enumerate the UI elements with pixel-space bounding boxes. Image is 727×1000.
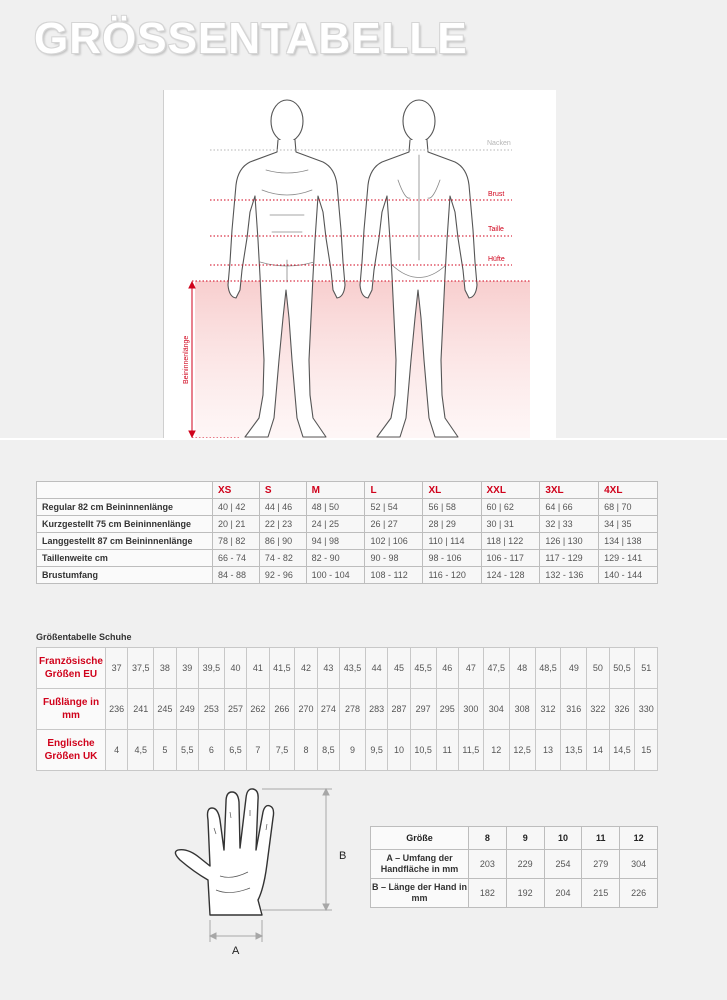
size-cell: 32 | 33 [540,516,599,533]
shoe-cell: 39 [176,648,198,689]
shoe-cell: 249 [176,689,198,730]
shoe-cell: 312 [535,689,561,730]
shoe-row-label: Fußlänge in mm [37,689,106,730]
size-cell: 24 | 25 [306,516,365,533]
shoe-cell: 48 [509,648,535,689]
shoe-cell: 266 [269,689,295,730]
size-cell: 56 | 58 [423,499,481,516]
dimension-b-label: B [339,850,347,862]
size-cell: 106 - 117 [481,550,540,567]
size-col-xl: XL [423,482,481,499]
shoe-cell: 330 [635,689,658,730]
shoe-cell: 262 [247,689,269,730]
size-col-xs: XS [213,482,260,499]
glove-cell: 182 [469,879,507,908]
shoe-cell: 283 [365,689,387,730]
shoe-cell: 40 [224,648,246,689]
shoe-cell: 47 [458,648,483,689]
size-row [37,533,658,550]
size-cell: 78 | 82 [213,533,260,550]
shoe-row [37,730,658,771]
shoe-cell: 48,5 [535,648,561,689]
size-cell: 30 | 31 [481,516,540,533]
shoe-cell: 10 [388,730,410,771]
size-row-label: Langgestellt 87 cm Beininnenlänge [37,533,213,550]
shoe-cell: 43 [317,648,339,689]
brust-label: Brust [488,191,505,198]
glove-size-table [370,826,658,908]
glove-cell: 229 [506,850,544,879]
size-row [37,516,658,533]
size-cell: 134 | 138 [599,533,658,550]
shoe-cell: 11 [436,730,458,771]
glove-row-label: A – Umfang der Handfläche in mm [371,850,469,879]
size-cell: 40 | 42 [213,499,260,516]
size-row [37,550,658,567]
page-title: GRÖSSENTABELLE [34,14,468,63]
size-row-label: Taillenweite cm [37,550,213,567]
shoe-cell: 316 [561,689,587,730]
shoe-cell: 50,5 [609,648,635,689]
size-cell: 60 | 62 [481,499,540,516]
shoe-cell: 38 [154,648,176,689]
shoe-cell: 39,5 [198,648,224,689]
glove-size-col: 10 [544,827,582,850]
nacken-label: Nacken [487,140,511,147]
size-cell: 84 - 88 [213,567,260,584]
size-header-row [37,482,658,499]
divider [0,438,727,440]
body-diagram [0,0,727,440]
shoe-cell: 14 [587,730,609,771]
size-cell: 129 - 141 [599,550,658,567]
shoe-cell: 322 [587,689,609,730]
shoe-cell: 253 [198,689,224,730]
size-cell: 102 | 106 [365,533,423,550]
shoe-cell: 241 [128,689,154,730]
shoe-cell: 295 [436,689,458,730]
dimension-a-label: A [232,945,240,957]
shoe-cell: 50 [587,648,609,689]
size-cell: 26 | 27 [365,516,423,533]
shoe-cell: 37,5 [128,648,154,689]
shoe-cell: 9,5 [365,730,387,771]
size-row [37,567,658,584]
shoe-cell: 12,5 [509,730,535,771]
shoe-cell: 45 [388,648,410,689]
shoe-row [37,648,658,689]
shoe-cell: 7,5 [269,730,295,771]
size-cell: 52 | 54 [365,499,423,516]
shoe-cell: 47,5 [483,648,509,689]
taille-label: Taille [488,226,504,233]
shoe-cell: 4 [106,730,128,771]
size-cell: 74 - 82 [259,550,306,567]
shoe-cell: 308 [509,689,535,730]
size-cell: 108 - 112 [365,567,423,584]
shoe-cell: 13 [535,730,561,771]
glove-size-col: 12 [620,827,658,850]
shoe-cell: 257 [224,689,246,730]
size-cell: 110 | 114 [423,533,481,550]
shoe-cell: 42 [295,648,317,689]
glove-cell: 279 [582,850,620,879]
shoe-cell: 7 [247,730,269,771]
size-col-xxl: XXL [481,482,540,499]
shoe-cell: 13,5 [561,730,587,771]
shoe-cell: 326 [609,689,635,730]
leg-shading [195,281,530,438]
shoe-cell: 37 [106,648,128,689]
glove-row-label: B – Länge der Hand in mm [371,879,469,908]
shoe-cell: 300 [458,689,483,730]
size-cell: 100 - 104 [306,567,365,584]
shoe-cell: 44 [365,648,387,689]
size-cell: 28 | 29 [423,516,481,533]
hand-diagram [170,780,370,960]
shoe-cell: 274 [317,689,339,730]
shoe-cell: 10,5 [410,730,436,771]
size-cell: 68 | 70 [599,499,658,516]
size-cell: 126 | 130 [540,533,599,550]
size-col-l: L [365,482,423,499]
shoe-cell: 6 [198,730,224,771]
shoe-table-title: Größentabelle Schuhe [36,632,132,642]
shoe-cell: 15 [635,730,658,771]
size-row [37,499,658,516]
glove-cell: 304 [620,850,658,879]
glove-cell: 204 [544,879,582,908]
shoe-cell: 5,5 [176,730,198,771]
shoe-cell: 11,5 [458,730,483,771]
size-col-s: S [259,482,306,499]
header-corner [37,482,213,499]
shoe-cell: 43,5 [340,648,366,689]
shoe-row [37,689,658,730]
shoe-cell: 9 [340,730,366,771]
shoe-cell: 287 [388,689,410,730]
size-col-3xl: 3XL [540,482,599,499]
glove-size-col: 8 [469,827,507,850]
size-cell: 132 - 136 [540,567,599,584]
glove-cell: 203 [469,850,507,879]
shoe-cell: 49 [561,648,587,689]
shoe-cell: 12 [483,730,509,771]
glove-cell: 226 [620,879,658,908]
shoe-cell: 46 [436,648,458,689]
size-row-label: Brustumfang [37,567,213,584]
size-cell: 117 - 129 [540,550,599,567]
size-cell: 22 | 23 [259,516,306,533]
shoe-cell: 304 [483,689,509,730]
shoe-cell: 245 [154,689,176,730]
shoe-cell: 8,5 [317,730,339,771]
size-cell: 124 - 128 [481,567,540,584]
shoe-cell: 41 [247,648,269,689]
glove-size-col: 11 [582,827,620,850]
shoe-cell: 8 [295,730,317,771]
shoe-cell: 236 [106,689,128,730]
glove-row [371,850,658,879]
size-cell: 116 - 120 [423,567,481,584]
shoe-cell: 297 [410,689,436,730]
size-cell: 118 | 122 [481,533,540,550]
size-cell: 82 - 90 [306,550,365,567]
shoe-cell: 270 [295,689,317,730]
size-col-m: M [306,482,365,499]
shoe-cell: 41,5 [269,648,295,689]
glove-row [371,879,658,908]
size-cell: 34 | 35 [599,516,658,533]
glove-size-col: 9 [506,827,544,850]
size-cell: 86 | 90 [259,533,306,550]
size-cell: 44 | 46 [259,499,306,516]
shoe-row-label: Französische Größen EU [37,648,106,689]
beininnenlaenge-label: Beininnenlänge [183,335,190,384]
hand-outline [175,789,273,915]
glove-cell: 215 [582,879,620,908]
size-cell: 94 | 98 [306,533,365,550]
glove-header-label: Größe [371,827,469,850]
shoe-cell: 278 [340,689,366,730]
size-cell: 66 - 74 [213,550,260,567]
dimension-a [210,920,262,942]
size-cell: 92 - 96 [259,567,306,584]
size-row-label: Kurzgestellt 75 cm Beininnenlänge [37,516,213,533]
shoe-row-label: Englische Größen UK [37,730,106,771]
glove-cell: 254 [544,850,582,879]
size-cell: 140 - 144 [599,567,658,584]
shoe-cell: 6,5 [224,730,246,771]
huefte-label: Hüfte [488,256,505,263]
size-cell: 64 | 66 [540,499,599,516]
shoe-cell: 51 [635,648,658,689]
shoe-size-table [36,647,658,771]
size-col-4xl: 4XL [599,482,658,499]
size-cell: 98 - 106 [423,550,481,567]
size-cell: 48 | 50 [306,499,365,516]
glove-header-row [371,827,658,850]
size-cell: 20 | 21 [213,516,260,533]
glove-cell: 192 [506,879,544,908]
shoe-cell: 5 [154,730,176,771]
shoe-cell: 4,5 [128,730,154,771]
clothing-size-table [36,481,658,584]
shoe-cell: 45,5 [410,648,436,689]
size-cell: 90 - 98 [365,550,423,567]
size-row-label: Regular 82 cm Beininnenlänge [37,499,213,516]
shoe-cell: 14,5 [609,730,635,771]
